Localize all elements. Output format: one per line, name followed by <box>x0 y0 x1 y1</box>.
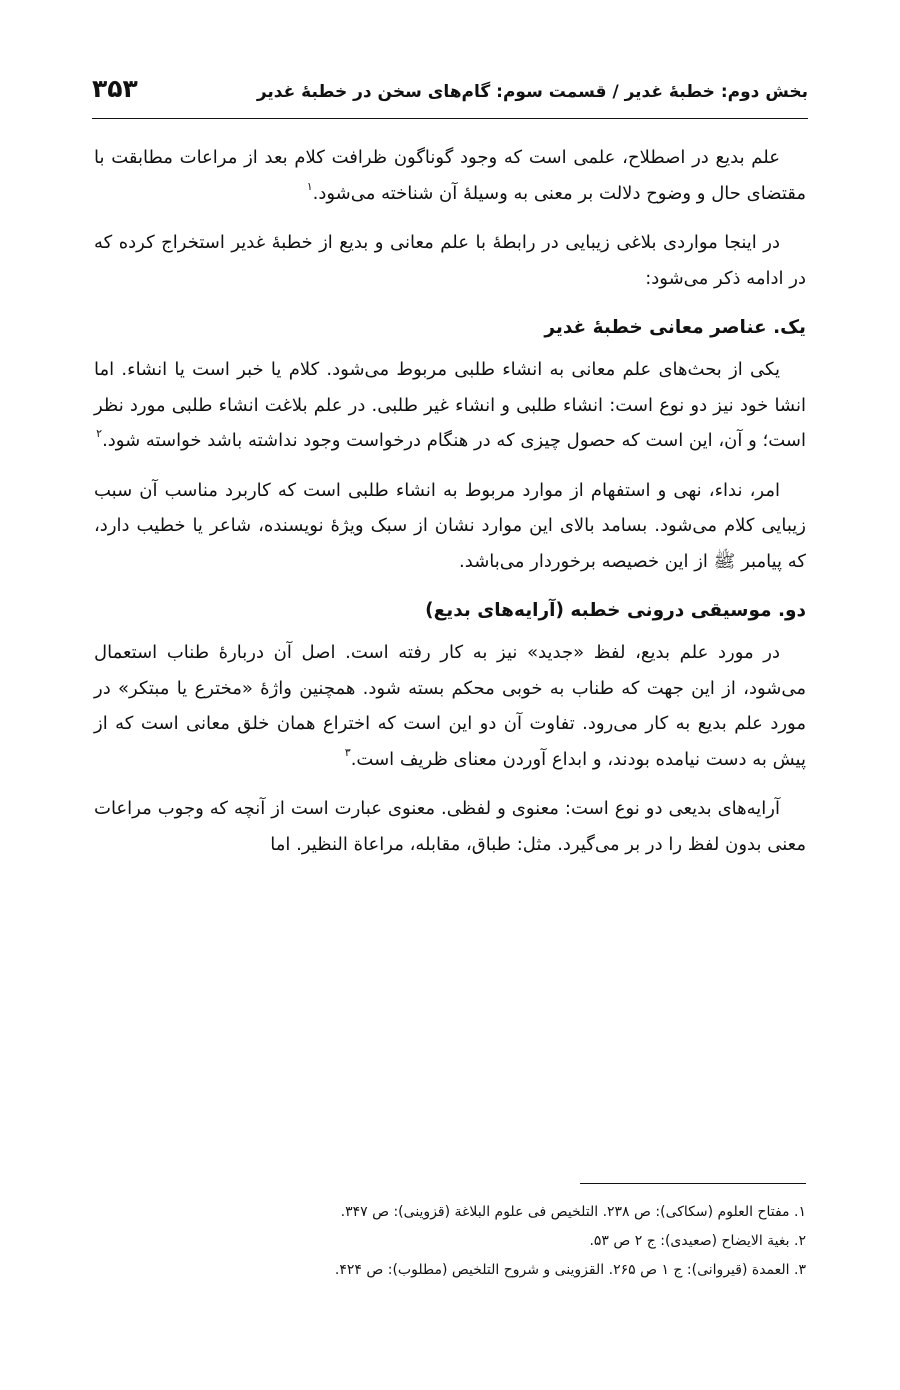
paragraph-text: یکی از بحث‌های علم معانی به انشاء طلبی مربوط می‌شود. کلام یا خبر است یا انشاء. اما انشا خود نیز دو نوع است: انشاء طلبی و انشاء غیر طلبی. در علم بلاغت انشاء طلبی مورد نظر است؛ و آن، این است که حصول چیزی که در هنگام درخواست وجود نداشته باشد خواسته شود. <box>94 359 806 451</box>
footnote-separator <box>580 1183 806 1184</box>
page-body <box>94 140 806 876</box>
section-heading-1: یک. عناصر معانی خطبهٔ غدیر <box>544 317 806 338</box>
paragraph-arayeh <box>94 791 806 862</box>
footnote-ref-1: ۱ <box>306 179 313 193</box>
footnotes <box>94 1198 806 1285</box>
paragraph-text: در مورد علم بدیع، لفظ «جدید» نیز به کار رفته است. اصل آن دربارهٔ طناب استعمال می‌شود، از این جهت که طناب به خوبی محکم بسته شود. همچنین واژهٔ «مخترع یا مبتکر» در مورد علم بدیع به کار می‌رود. تفاوت آن دو این است که اختراع همان خلق معانی است که از پیش به دست نیامده بودند، و ابداع آوردن معنای ظریف است. <box>94 642 806 770</box>
running-head: بخش دوم: خطبهٔ غدیر / قسمت سوم: گام‌های سخن در خطبهٔ غدیر <box>256 82 808 102</box>
header-rule <box>92 118 808 119</box>
footnote-1: ۱. مفتاح العلوم (سکاکی): ص ۲۳۸. التلخیص فی علوم البلاغة (قزوینی): ص ۳۴۷. <box>340 1204 806 1220</box>
page-header <box>92 70 808 110</box>
section-heading-2: دو. موسیقی درونی خطبه (آرایه‌های بدیع) <box>425 600 806 621</box>
paragraph-amr <box>94 473 806 580</box>
paragraph-insha <box>94 352 806 459</box>
paragraph-definition <box>94 140 806 211</box>
paragraph-intro <box>94 225 806 296</box>
page-number: ۳۵۳ <box>92 74 138 103</box>
paragraph-text: علم بدیع در اصطلاح، علمی است که وجود گوناگون ظرافت کلام بعد از مراعات مطابقت با مقتضای حال و وضوح دلالت بر معنی به وسیلهٔ آن شناخته می‌شود. <box>94 147 806 204</box>
footnote-3: ۳. العمدة (قیروانی): ج ۱ ص ۲۶۵. القزوینی و شروح التلخیص (مطلوب): ص ۴۲۴. <box>334 1262 806 1278</box>
footnote-ref-3: ۳ <box>344 745 351 759</box>
paragraph-badi <box>94 635 806 777</box>
footnote-ref-2: ۲ <box>96 427 103 440</box>
paragraph-text: امر، نداء، نهی و استفهام از موارد مربوط به انشاء طلبی است که کاربرد مناسب آن سبب زیبایی کلام می‌شود. بسامد بالای این موارد نشان از سبک ویژهٔ نویسنده، شاعر یا خطیب دارد، که پیامبر ﷺ از این خصیصه برخوردار می‌باشد. <box>94 479 806 572</box>
paragraph-text: آرایه‌های بدیعی دو نوع است: معنوی و لفظی. معنوی عبارت است از آنچه که وجوب مراعات معنی بدون لفظ را در بر می‌گیرد. مثل: طباق، مقابله، مراعاة النظیر. اما <box>94 798 806 855</box>
paragraph-text: در اینجا مواردی بلاغی زیبایی در رابطهٔ با علم معانی و بدیع از خطبهٔ غدیر استخراج کرده که در ادامه ذکر می‌شود: <box>94 232 806 289</box>
footnote-2: ۲. بغیة الایضاح (صعیدی): ج ۲ ص ۵۳. <box>589 1233 806 1249</box>
